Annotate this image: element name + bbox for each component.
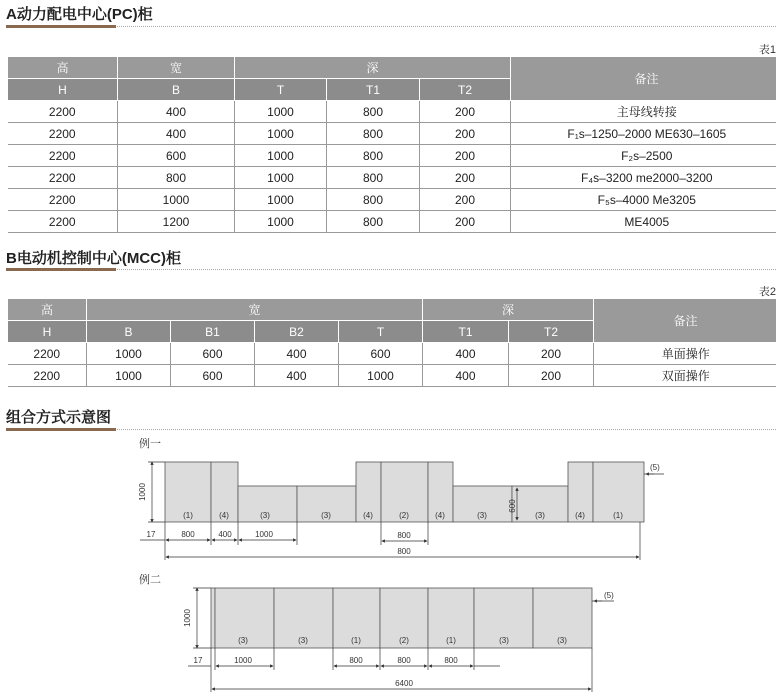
header-remark: 备注	[594, 299, 776, 343]
cell: 2200	[8, 167, 118, 189]
cell: 200	[509, 365, 594, 387]
header-b: B	[118, 79, 235, 101]
section-b-title: B电动机控制中心(MCC)柜	[6, 250, 181, 267]
cell: 600	[118, 145, 235, 167]
dim-label: 17	[146, 530, 156, 539]
dim-label: 800	[181, 530, 195, 539]
cabinet-label: (2)	[399, 636, 409, 645]
cell: 800	[327, 145, 420, 167]
dim-label: 800	[397, 656, 411, 665]
cell: 1000	[235, 101, 327, 123]
cell: 600	[339, 343, 423, 365]
cell: 800	[327, 101, 420, 123]
cabinet-label: (3)	[535, 511, 545, 520]
section-a-rule	[6, 26, 776, 27]
cell: 1000	[235, 167, 327, 189]
table-row	[8, 101, 776, 123]
cabinet-label: (3)	[499, 636, 509, 645]
header-h: H	[8, 79, 118, 101]
cell: 200	[509, 343, 594, 365]
cell: 双面操作	[594, 365, 776, 387]
dim-label: 800	[397, 531, 411, 540]
header-width: 宽	[118, 57, 235, 79]
table-row	[8, 365, 776, 387]
cell: 200	[420, 123, 511, 145]
header-b: B	[87, 321, 171, 343]
dim-label: 1000	[234, 656, 252, 665]
cell: 2200	[8, 101, 118, 123]
table-row	[8, 167, 776, 189]
section-c-title: 组合方式示意图	[6, 409, 112, 426]
section-b-table-number: 表2	[758, 286, 776, 298]
header-width: 宽	[87, 299, 423, 321]
header-t: T	[235, 79, 327, 101]
dim-label: 800	[444, 656, 458, 665]
cell: 400	[423, 365, 509, 387]
dim-label: 17	[193, 656, 203, 665]
cell: 1000	[235, 211, 327, 233]
header-t2: T2	[509, 321, 594, 343]
cabinet-label: (4)	[219, 511, 229, 520]
cabinet-label: (1)	[446, 636, 456, 645]
cabinet-label: (4)	[435, 511, 445, 520]
cell: F₅s–4000 Me3205	[511, 189, 776, 211]
cell: 主母线转接	[511, 101, 776, 123]
section-a-title: A动力配电中心(PC)柜	[6, 6, 153, 23]
table-row	[8, 145, 776, 167]
cell: 1000	[87, 365, 171, 387]
header-height: 高	[8, 299, 87, 321]
cell: 1000	[118, 189, 235, 211]
cell: F₂s–2500	[511, 145, 776, 167]
cell: 800	[118, 167, 235, 189]
header-b2: B2	[255, 321, 339, 343]
cabinet-label: (1)	[351, 636, 361, 645]
section-b-rule	[6, 269, 776, 270]
header-depth: 深	[235, 57, 511, 79]
cell: 400	[255, 365, 339, 387]
cell: 1000	[87, 343, 171, 365]
cabinet-label: (4)	[363, 511, 373, 520]
cabinet-label: (3)	[321, 511, 331, 520]
cell: 2200	[8, 343, 87, 365]
cell: 单面操作	[594, 343, 776, 365]
combination-diagram	[0, 428, 776, 695]
dim-label: 1000	[255, 530, 273, 539]
dim-label: 800	[349, 656, 363, 665]
mcc-spec-table	[7, 298, 776, 387]
cell: 200	[420, 101, 511, 123]
cell: 600	[171, 343, 255, 365]
cell: 200	[420, 145, 511, 167]
cell: 400	[255, 343, 339, 365]
header-b1: B1	[171, 321, 255, 343]
example1-label: 例一	[139, 438, 161, 450]
cabinet-label: (3)	[238, 636, 248, 645]
cell: ME4005	[511, 211, 776, 233]
callout-label: (5)	[650, 463, 660, 472]
cell: 2200	[8, 211, 118, 233]
callout-label: (5)	[604, 591, 614, 600]
header-t1: T1	[327, 79, 420, 101]
cell: F₁s–1250–2000 ME630–1605	[511, 123, 776, 145]
cell: 1000	[339, 365, 423, 387]
pc-spec-table	[7, 56, 776, 233]
header-depth: 深	[423, 299, 594, 321]
header-t2: T2	[420, 79, 511, 101]
cell: 400	[118, 123, 235, 145]
cabinet-label: (3)	[477, 511, 487, 520]
cell: 400	[423, 343, 509, 365]
header-t1: T1	[423, 321, 509, 343]
cell: F₄s–3200 me2000–3200	[511, 167, 776, 189]
table-row	[8, 123, 776, 145]
cell: 1000	[235, 189, 327, 211]
dim-label: 6400	[395, 679, 413, 688]
height-dim-label: 1000	[183, 609, 192, 627]
dim-label: 800	[397, 547, 411, 556]
cell: 1200	[118, 211, 235, 233]
cell: 1000	[235, 145, 327, 167]
header-height: 高	[8, 57, 118, 79]
header-remark: 备注	[511, 57, 776, 101]
cell: 800	[327, 167, 420, 189]
depth-dim-label: 600	[508, 499, 517, 513]
cabinet-label: (3)	[260, 511, 270, 520]
header-h: H	[8, 321, 87, 343]
section-a-table-number: 表1	[758, 44, 776, 56]
table-row	[8, 189, 776, 211]
cell: 200	[420, 189, 511, 211]
cell: 200	[420, 211, 511, 233]
cell: 200	[420, 167, 511, 189]
header-t: T	[339, 321, 423, 343]
dim-label: 400	[218, 530, 232, 539]
cell: 800	[327, 189, 420, 211]
cell: 800	[327, 211, 420, 233]
cabinet-label: (3)	[298, 636, 308, 645]
table-row	[8, 211, 776, 233]
cell: 800	[327, 123, 420, 145]
cell: 1000	[235, 123, 327, 145]
cabinet-label: (3)	[557, 636, 567, 645]
height-dim-label: 1000	[138, 483, 147, 501]
cabinet-label: (1)	[613, 511, 623, 520]
cabinet-label: (4)	[575, 511, 585, 520]
cell: 2200	[8, 123, 118, 145]
cell: 2200	[8, 189, 118, 211]
cell: 2200	[8, 365, 87, 387]
cell: 400	[118, 101, 235, 123]
cabinet-label: (2)	[399, 511, 409, 520]
cell: 600	[171, 365, 255, 387]
table-row	[8, 343, 776, 365]
cabinet-label: (1)	[183, 511, 193, 520]
cell: 2200	[8, 145, 118, 167]
end-plate	[211, 588, 215, 648]
example2-label: 例二	[139, 574, 161, 586]
